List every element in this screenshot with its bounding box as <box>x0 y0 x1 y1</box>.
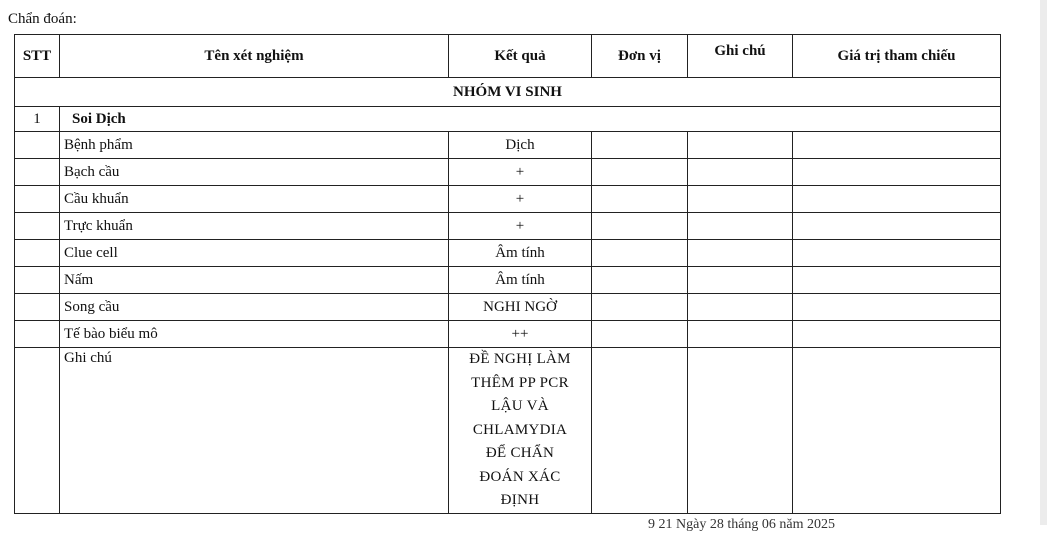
note-stt <box>15 348 60 514</box>
row-note <box>688 240 793 267</box>
row-reference <box>793 132 1001 159</box>
note-test-name: Ghi chú <box>60 348 449 514</box>
group-row <box>15 78 1001 107</box>
row-stt <box>15 294 60 321</box>
row-reference <box>793 294 1001 321</box>
note-result-line: ĐỊNH <box>500 492 540 508</box>
row-unit <box>592 159 688 186</box>
note-result-line: LẬU VÀ <box>491 398 549 414</box>
table-row <box>15 132 1001 159</box>
row-reference <box>793 213 1001 240</box>
row-result: NGHI NGỜ <box>449 294 592 321</box>
table-row <box>15 321 1001 348</box>
row-test-name: Tế bào biểu mô <box>60 321 449 348</box>
row-note <box>688 321 793 348</box>
row-note <box>688 294 793 321</box>
row-result: + <box>449 213 592 240</box>
row-test-name: Clue cell <box>60 240 449 267</box>
table-row <box>15 186 1001 213</box>
row-stt <box>15 159 60 186</box>
row-result: + <box>449 186 592 213</box>
row-unit <box>592 213 688 240</box>
row-unit <box>592 186 688 213</box>
table-header-row <box>15 35 1001 78</box>
row-test-name: Bệnh phẩm <box>60 132 449 159</box>
table-row <box>15 267 1001 294</box>
note-result-line: ĐOÁN XÁC <box>479 468 561 485</box>
row-unit <box>592 321 688 348</box>
row-reference <box>793 267 1001 294</box>
header-unit: Đơn vị <box>592 35 688 78</box>
note-row <box>15 348 1001 514</box>
note-result-line: THÊM PP PCR <box>471 374 569 391</box>
header-reference: Giá trị tham chiếu <box>793 35 1001 78</box>
row-unit <box>592 267 688 294</box>
row-result: Dịch <box>449 132 592 159</box>
table-row <box>15 159 1001 186</box>
row-note <box>688 267 793 294</box>
row-unit <box>592 294 688 321</box>
row-result: ++ <box>449 321 592 348</box>
row-reference <box>793 159 1001 186</box>
row-unit <box>592 240 688 267</box>
row-reference <box>793 321 1001 348</box>
table-row <box>15 213 1001 240</box>
row-test-name: Song cầu <box>60 294 449 321</box>
note-result-line: ĐỀ NGHỊ LÀM <box>469 351 571 367</box>
row-note <box>688 186 793 213</box>
header-stt: STT <box>15 35 60 78</box>
row-note <box>688 159 793 186</box>
header-test-name: Tên xét nghiệm <box>60 35 449 78</box>
row-reference <box>793 240 1001 267</box>
note-unit <box>592 348 688 514</box>
row-note <box>688 213 793 240</box>
header-result: Kết quả <box>449 35 592 78</box>
row-test-name: Trực khuẩn <box>60 213 449 240</box>
row-result: Âm tính <box>449 240 592 267</box>
section-stt: 1 <box>15 107 60 132</box>
note-note <box>688 348 793 514</box>
row-reference <box>793 186 1001 213</box>
row-stt <box>15 267 60 294</box>
row-stt <box>15 240 60 267</box>
table-row <box>15 294 1001 321</box>
section-row <box>15 107 1001 132</box>
group-title: NHÓM VI SINH <box>15 78 1001 107</box>
row-unit <box>592 132 688 159</box>
footer-date-partial: 9 21 Ngày 28 tháng 06 năm 2025 <box>648 517 836 532</box>
row-stt <box>15 321 60 348</box>
row-result: Âm tính <box>449 267 592 294</box>
row-test-name: Nấm <box>60 267 449 294</box>
page-edge <box>1040 0 1047 525</box>
row-stt <box>15 132 60 159</box>
row-test-name: Cầu khuẩn <box>60 186 449 213</box>
note-result-line: CHLAMYDIA <box>472 421 568 438</box>
note-result-line: ĐỂ CHẨN <box>485 445 555 461</box>
row-stt <box>15 213 60 240</box>
row-test-name: Bạch cầu <box>60 159 449 186</box>
table-row <box>15 240 1001 267</box>
row-result: + <box>449 159 592 186</box>
header-note: Ghi chú <box>688 35 793 78</box>
row-note <box>688 132 793 159</box>
results-table <box>14 34 1001 514</box>
diagnosis-label: Chẩn đoán: <box>8 11 77 27</box>
note-reference <box>793 348 1001 514</box>
section-name: Soi Dịch <box>60 107 1001 132</box>
note-result <box>449 348 592 514</box>
row-stt <box>15 186 60 213</box>
